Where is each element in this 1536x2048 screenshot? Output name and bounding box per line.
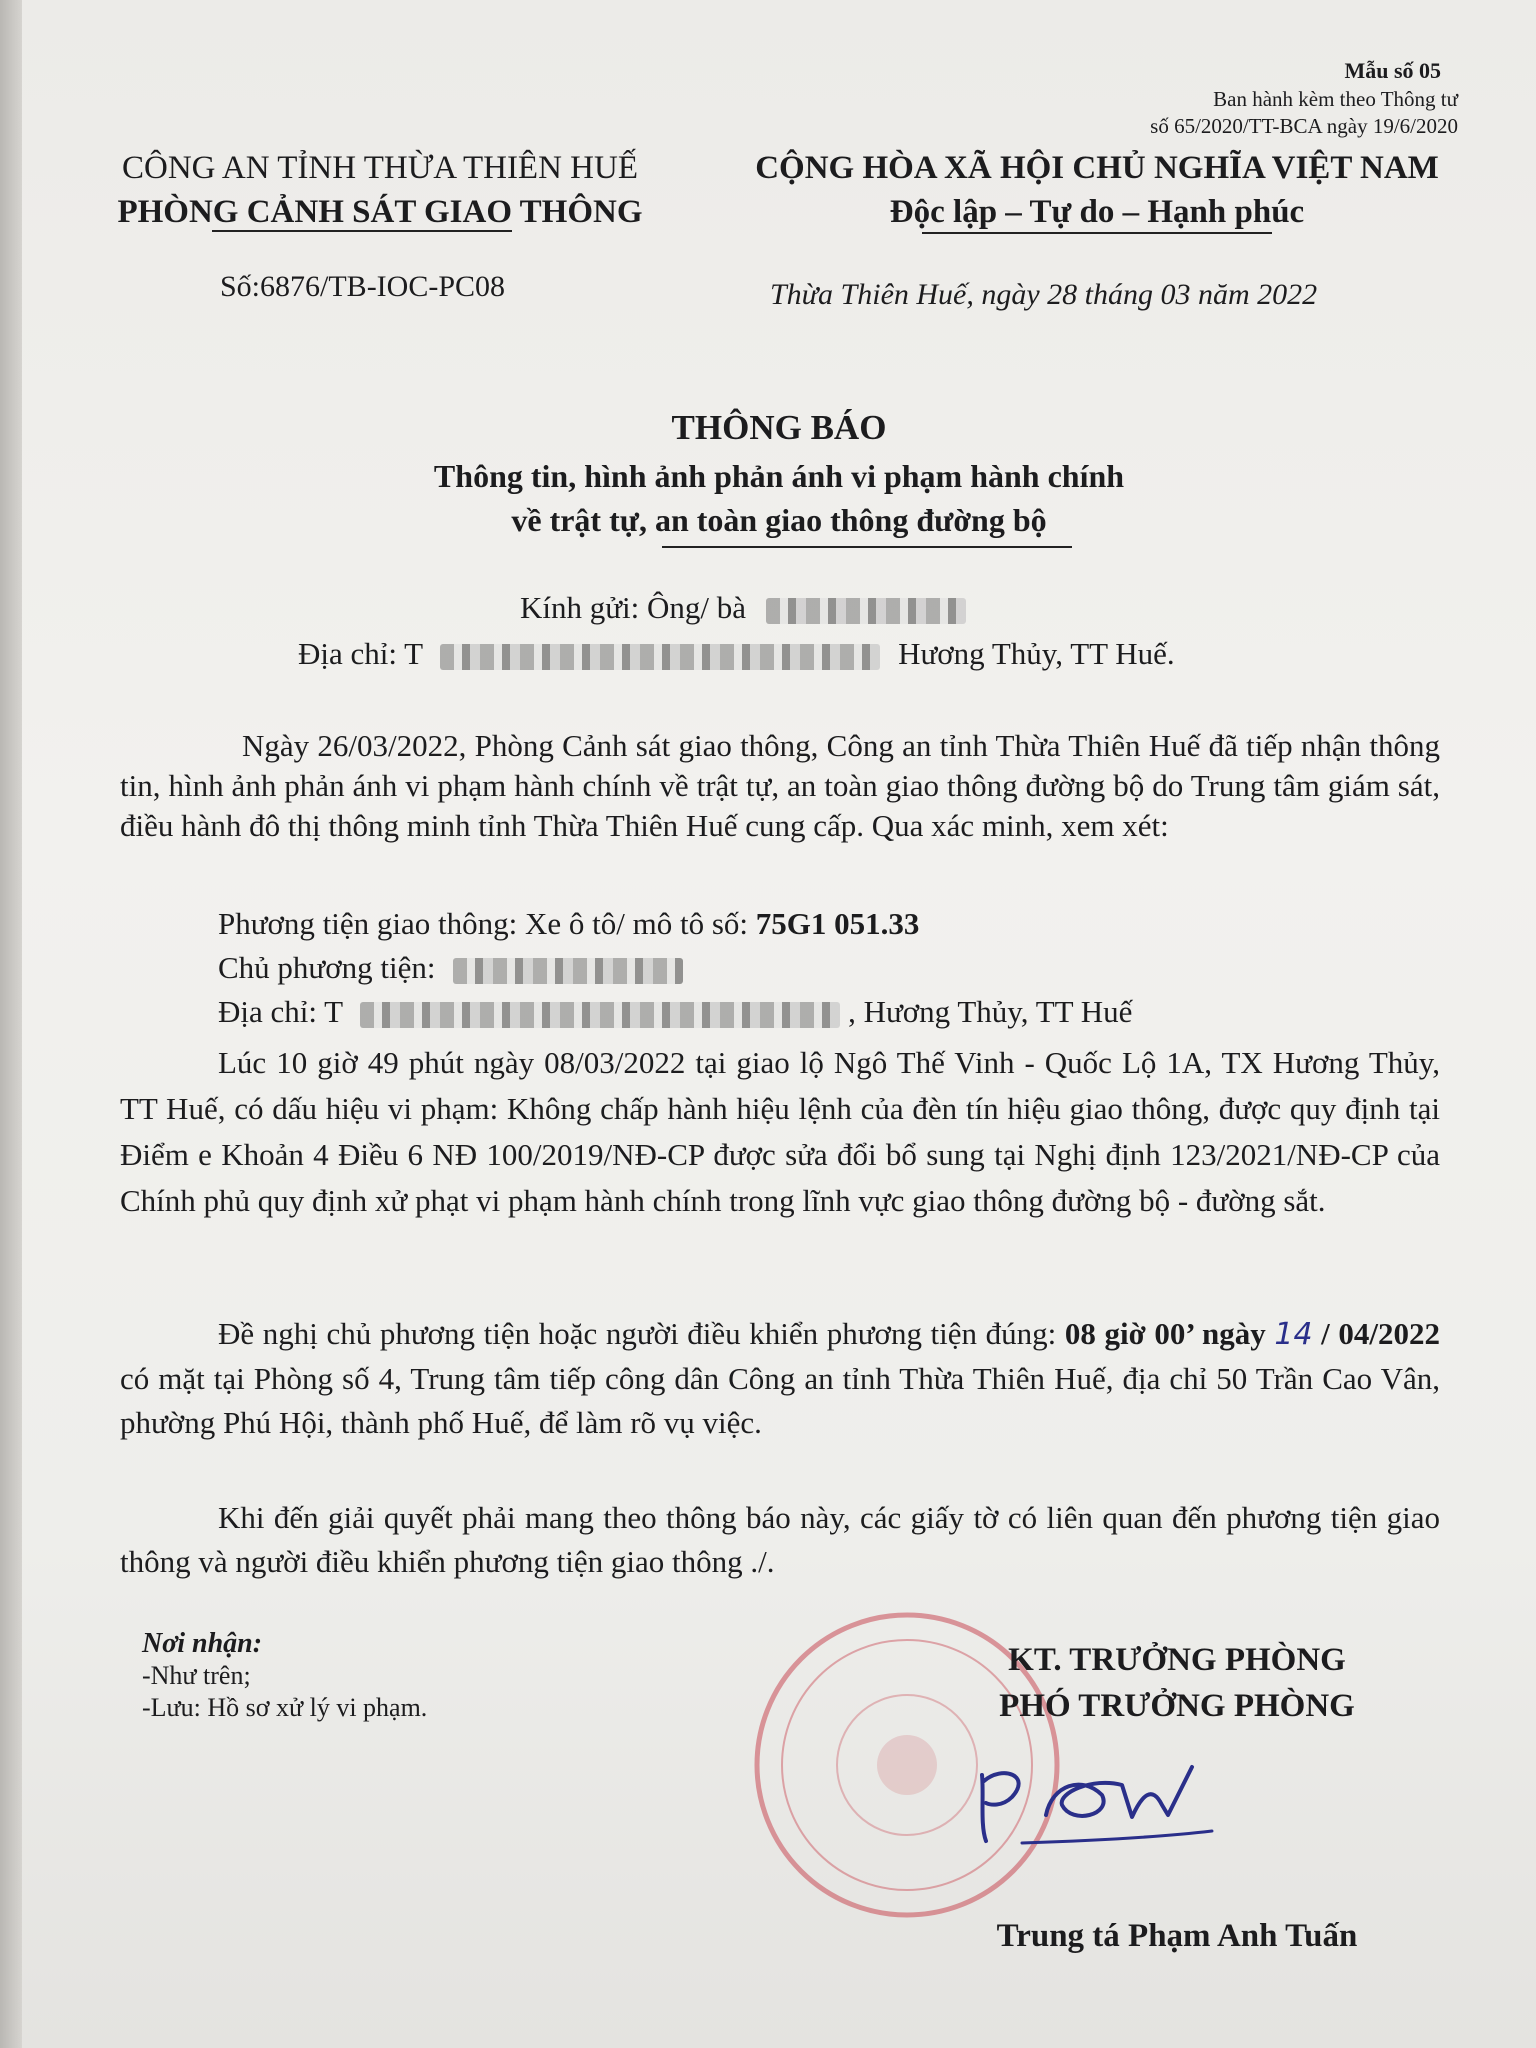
paragraph-3 [120, 1312, 1440, 1445]
appointment-month: / 04/2022 [1321, 1316, 1440, 1351]
paper-edge [0, 0, 22, 2048]
form-number: Mẫu số 05 [1344, 58, 1441, 83]
greeting-label: Kính gửi: Ông/ bà [520, 590, 747, 625]
owner-address-end: , Hương Thủy, TT Huế [848, 994, 1133, 1029]
vehicle-plate: 75G1 051.33 [755, 906, 920, 941]
recipients-item-1: -Như trên; [142, 1661, 251, 1690]
redacted-address [440, 644, 880, 670]
recipients-block [142, 1628, 427, 1724]
country-name: CỘNG HÒA XÃ HỘI CHỦ NGHĨA VIỆT NAM [755, 150, 1439, 186]
paragraph-4: Khi đến giải quyết phải mang theo thông báo này, các giấy tờ có liên quan đến phương tiện giao thông và người điều khiển phương tiện giao thông ./. [120, 1500, 1440, 1579]
signature-title-2: PHÓ TRƯỞNG PHÒNG [999, 1688, 1355, 1724]
paragraph-1: Ngày 26/03/2022, Phòng Cảnh sát giao thông, Công an tỉnh Thừa Thiên Huế đã tiếp nhận thông tin, hình ảnh phản ánh vi phạm hành chính về trật tự, an toàn giao thông đường bộ do Trung tâm giám sát, điều hành đô thị thông minh tỉnh Thừa Thiên Huế cung cấp. Qua xác minh, xem xét: [120, 728, 1440, 843]
owner-address-line [218, 994, 1132, 1030]
paragraph-3-body: có mặt tại Phòng số 4, Trung tâm tiếp công dân Công an tỉnh Thừa Thiên Huế, địa chỉ 50 Trần Cao Vân, phường Phú Hội, thành phố Huế, để làm rõ vụ việc. [120, 1361, 1440, 1440]
document-subtitle-2: về trật tự, an toàn giao thông đường bộ [511, 502, 1047, 538]
appointment-time: 08 giờ 00’ ngày [1064, 1316, 1266, 1351]
recipient-address-end: Hương Thủy, TT Huế. [898, 636, 1175, 671]
recipient-address-line [298, 636, 1175, 672]
form-reference [1150, 86, 1458, 140]
document-title: THÔNG BÁO [671, 408, 887, 447]
title-underline [662, 546, 1072, 548]
redacted-owner-address [360, 1002, 840, 1028]
issuing-organization [80, 146, 680, 234]
handwritten-day: 14 [1274, 1317, 1313, 1352]
signature-title-1: KT. TRƯỞNG PHÒNG [1008, 1642, 1346, 1678]
vehicle-line [218, 906, 919, 942]
motto-underline [922, 232, 1272, 234]
recipients-item-2: -Lưu: Hồ sơ xử lý vi phạm. [142, 1693, 428, 1722]
vehicle-label: Phương tiện giao thông: Xe ô tô/ mô tô số: [218, 906, 749, 941]
national-motto: Độc lập – Tự do – Hạnh phúc [889, 194, 1305, 230]
org-underline [212, 230, 512, 232]
place-date: Thừa Thiên Huế, ngày 28 tháng 03 năm 2022 [770, 278, 1318, 311]
org-line-1: CÔNG AN TỈNH THỪA THIÊN HUẾ [121, 150, 638, 186]
recipient-address-label: Địa chỉ: T [298, 636, 423, 671]
signer-name: Trung tá Phạm Anh Tuấn [996, 1918, 1358, 1954]
owner-address-label: Địa chỉ: T [218, 994, 343, 1029]
owner-line [218, 950, 683, 986]
recipients-heading: Nơi nhận: [142, 1628, 263, 1659]
redacted-owner [453, 958, 683, 984]
document-number: Số:6876/TB-IOC-PC08 [220, 270, 506, 303]
document-subtitle-1: Thông tin, hình ảnh phản ánh vi phạm hành chính [433, 458, 1125, 494]
document-page [22, 0, 1536, 2048]
org-line-2: PHÒNG CẢNH SÁT GIAO THÔNG [117, 194, 643, 230]
form-reference-line-1: Ban hành kèm theo Thông tư [1213, 87, 1458, 111]
national-header [702, 146, 1492, 234]
paragraph-2: Lúc 10 giờ 49 phút ngày 08/03/2022 tại giao lộ Ngô Thế Vinh - Quốc Lộ 1A, TX Hương Thủy, TT Huế, có dấu hiệu vi phạm: Không chấp hành hiệu lệnh của đèn tín hiệu giao thông, được quy định tại Điểm e Khoản 4 Điều 6 NĐ 100/2019/NĐ-CP được sửa đổi bổ sung tại Nghị định 123/2021/NĐ-CP của Chính phủ quy định xử phạt vi phạm hành chính trong lĩnh vực giao thông đường bộ - đường sắt. [120, 1045, 1440, 1218]
form-reference-line-2: số 65/2020/TT-BCA ngày 19/6/2020 [1150, 114, 1458, 138]
owner-label: Chủ phương tiện: [218, 950, 436, 985]
paragraph-3-intro: Đề nghị chủ phương tiện hoặc người điều khiển phương tiện đúng: [218, 1316, 1057, 1351]
redacted-name [766, 598, 966, 624]
greeting-line [520, 590, 966, 626]
handwritten-signature [962, 1745, 1222, 1855]
